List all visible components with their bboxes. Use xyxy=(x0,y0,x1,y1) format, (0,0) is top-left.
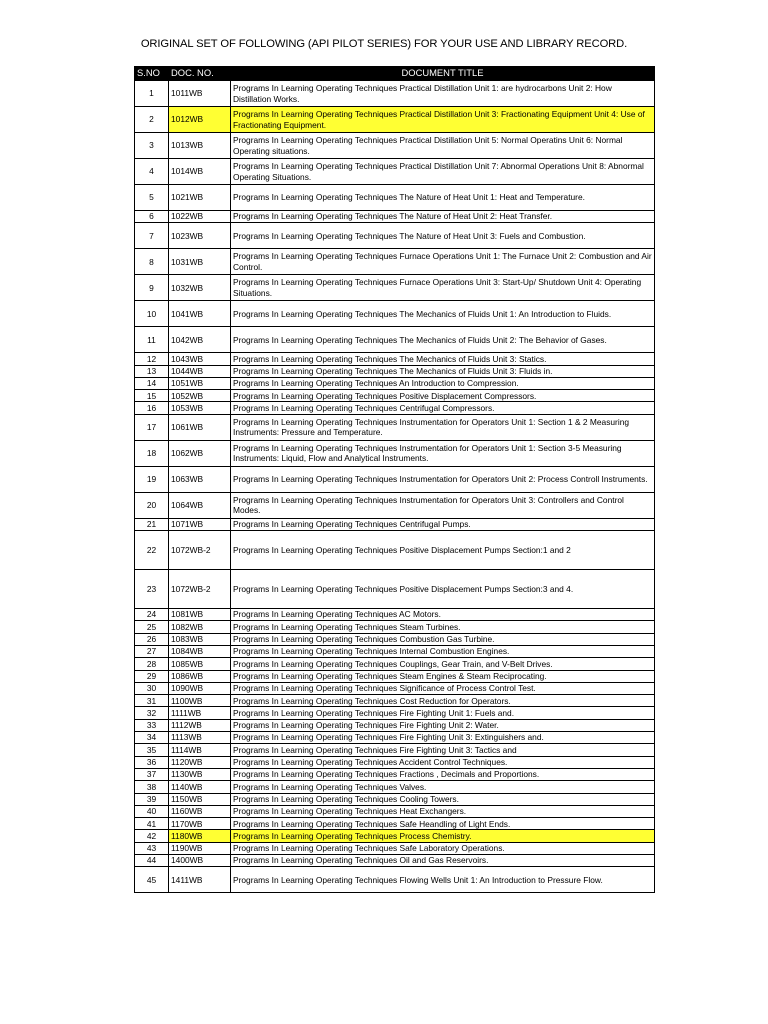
doc-no-cell: 1100WB xyxy=(169,695,231,707)
table-row xyxy=(135,211,655,223)
sno-cell: 24 xyxy=(135,609,169,621)
document-title-cell: Programs In Learning Operating Techniques Positive Displacement Pumps Section:3 and 4. xyxy=(231,570,655,609)
doc-no-cell: 1190WB xyxy=(169,842,231,854)
document-title-cell: Programs In Learning Operating Techniques Practical Distillation Unit 7: Abnormal Operations Unit 8: Abnormal Operating Situations. xyxy=(231,159,655,185)
doc-no-cell: 1044WB xyxy=(169,365,231,377)
document-title-cell: Programs In Learning Operating Techniques Practical Distillation Unit 5: Normal Operatins Unit 6: Normal Operating situations. xyxy=(231,133,655,159)
table-row xyxy=(135,818,655,830)
sno-cell: 9 xyxy=(135,275,169,301)
column-header-sno: S.NO xyxy=(135,67,169,81)
doc-no-cell: 1130WB xyxy=(169,768,231,780)
doc-no-cell: 1085WB xyxy=(169,658,231,670)
sno-cell: 15 xyxy=(135,390,169,402)
table-row xyxy=(135,768,655,780)
doc-no-cell: 1120WB xyxy=(169,756,231,768)
document-title-cell: Programs In Learning Operating Techniques Combustion Gas Turbine. xyxy=(231,633,655,645)
sno-cell: 29 xyxy=(135,670,169,682)
doc-no-cell: 1042WB xyxy=(169,327,231,353)
column-header-document-title: DOCUMENT TITLE xyxy=(231,67,655,81)
document-title-cell: Programs In Learning Operating Techniques Steam Engines & Steam Reciprocating. xyxy=(231,670,655,682)
doc-no-cell: 1072WB-2 xyxy=(169,570,231,609)
document-title-cell: Programs In Learning Operating Techniques Accident Control Techniques. xyxy=(231,756,655,768)
document-title-cell: Programs In Learning Operating Techniques Process Chemistry. xyxy=(231,830,655,842)
sno-cell: 31 xyxy=(135,695,169,707)
document-title-cell: Programs In Learning Operating Techniques Safe Laboratory Operations. xyxy=(231,842,655,854)
table-row xyxy=(135,365,655,377)
table-row xyxy=(135,842,655,854)
sno-cell: 16 xyxy=(135,402,169,414)
table-body xyxy=(135,81,655,893)
sno-cell: 37 xyxy=(135,768,169,780)
doc-no-cell: 1084WB xyxy=(169,645,231,657)
table-row xyxy=(135,249,655,275)
doc-no-cell: 1062WB xyxy=(169,440,231,466)
doc-no-cell: 1082WB xyxy=(169,621,231,633)
table-row xyxy=(135,81,655,107)
doc-no-cell: 1041WB xyxy=(169,301,231,327)
document-title-cell: Programs In Learning Operating Techniques Furnace Operations Unit 1: The Furnace Unit 2: Combustion and Air Control. xyxy=(231,249,655,275)
sno-cell: 18 xyxy=(135,440,169,466)
table-row xyxy=(135,531,655,570)
document-table xyxy=(134,66,655,893)
doc-no-cell: 1140WB xyxy=(169,781,231,793)
doc-no-cell: 1011WB xyxy=(169,81,231,107)
table-row xyxy=(135,609,655,621)
document-title-cell: Programs In Learning Operating Techniques The Mechanics of Fluids Unit 3: Statics. xyxy=(231,353,655,365)
table-row xyxy=(135,645,655,657)
table-row xyxy=(135,830,655,842)
table-row xyxy=(135,682,655,694)
sno-cell: 3 xyxy=(135,133,169,159)
document-title-cell: Programs In Learning Operating Techniques Cooling Towers. xyxy=(231,793,655,805)
document-title-cell: Programs In Learning Operating Techniques Safe Heandling of Light Ends. xyxy=(231,818,655,830)
sno-cell: 30 xyxy=(135,682,169,694)
document-title-cell: Programs In Learning Operating Techniques Heat Exchangers. xyxy=(231,805,655,817)
document-title-cell: Programs In Learning Operating Techniques Oil and Gas Reservoirs. xyxy=(231,855,655,867)
sno-cell: 45 xyxy=(135,867,169,893)
sno-cell: 39 xyxy=(135,793,169,805)
document-title-cell: Programs In Learning Operating Techniques Instrumentation for Operators Unit 2: Process Controll Instruments. xyxy=(231,466,655,492)
document-title-cell: Programs In Learning Operating Techniques The Nature of Heat Unit 2: Heat Transfer. xyxy=(231,211,655,223)
document-title-cell: Programs In Learning Operating Techniques The Mechanics of Fluids Unit 1: An Introduction to Fluids. xyxy=(231,301,655,327)
sno-cell: 14 xyxy=(135,377,169,389)
document-title-cell: Programs In Learning Operating Techniques Instrumentation for Operators Unit 3: Controllers and Control Modes. xyxy=(231,492,655,518)
doc-no-cell: 1064WB xyxy=(169,492,231,518)
document-title-cell: Programs In Learning Operating Techniques Instrumentation for Operators Unit 1: Section 1 & 2 Measuring Instruments: Pressure and Temperature. xyxy=(231,414,655,440)
sno-cell: 19 xyxy=(135,466,169,492)
doc-no-cell: 1411WB xyxy=(169,867,231,893)
table-row xyxy=(135,658,655,670)
doc-no-cell: 1052WB xyxy=(169,390,231,402)
document-title-cell: Programs In Learning Operating Techniques Centrifugal Pumps. xyxy=(231,518,655,530)
doc-no-cell: 1022WB xyxy=(169,211,231,223)
table-row xyxy=(135,159,655,185)
document-title-cell: Programs In Learning Operating Techniques Fire Fighting Unit 1: Fuels and. xyxy=(231,707,655,719)
document-title-cell: Programs In Learning Operating Techniques Centrifugal Compressors. xyxy=(231,402,655,414)
table-row xyxy=(135,695,655,707)
doc-no-cell: 1063WB xyxy=(169,466,231,492)
table-row xyxy=(135,492,655,518)
doc-no-cell: 1071WB xyxy=(169,518,231,530)
document-title-cell: Programs In Learning Operating Techniques Practical Distillation Unit 1: are hydrocarbons Unit 2: How Distillation Works. xyxy=(231,81,655,107)
sno-cell: 10 xyxy=(135,301,169,327)
table-row xyxy=(135,353,655,365)
table-row xyxy=(135,633,655,645)
sno-cell: 13 xyxy=(135,365,169,377)
doc-no-cell: 1180WB xyxy=(169,830,231,842)
table-row xyxy=(135,781,655,793)
table-row xyxy=(135,756,655,768)
doc-no-cell: 1086WB xyxy=(169,670,231,682)
sno-cell: 2 xyxy=(135,107,169,133)
table-row xyxy=(135,440,655,466)
column-header-doc-no: DOC. NO. xyxy=(169,67,231,81)
sno-cell: 44 xyxy=(135,855,169,867)
table-row xyxy=(135,732,655,744)
table-row xyxy=(135,855,655,867)
sno-cell: 1 xyxy=(135,81,169,107)
sno-cell: 4 xyxy=(135,159,169,185)
sno-cell: 36 xyxy=(135,756,169,768)
document-title-cell: Programs In Learning Operating Techniques Cost Reduction for Operators. xyxy=(231,695,655,707)
table-row xyxy=(135,390,655,402)
sno-cell: 33 xyxy=(135,719,169,731)
doc-no-cell: 1400WB xyxy=(169,855,231,867)
doc-no-cell: 1023WB xyxy=(169,223,231,249)
document-title-cell: Programs In Learning Operating Techniques Flowing Wells Unit 1: An Introduction to Pressure Flow. xyxy=(231,867,655,893)
doc-no-cell: 1013WB xyxy=(169,133,231,159)
document-title-cell: Programs In Learning Operating Techniques Fire Fighting Unit 3: Extinguishers and. xyxy=(231,732,655,744)
table-row xyxy=(135,518,655,530)
document-title-cell: Programs In Learning Operating Techniques Positive Displacement Pumps Section:1 and 2 xyxy=(231,531,655,570)
table-row xyxy=(135,223,655,249)
doc-no-cell: 1160WB xyxy=(169,805,231,817)
sno-cell: 35 xyxy=(135,744,169,756)
doc-no-cell: 1051WB xyxy=(169,377,231,389)
doc-no-cell: 1090WB xyxy=(169,682,231,694)
document-title-cell: Programs In Learning Operating Techniques The Nature of Heat Unit 3: Fuels and Combustion. xyxy=(231,223,655,249)
sno-cell: 22 xyxy=(135,531,169,570)
table-row xyxy=(135,414,655,440)
document-title-cell: Programs In Learning Operating Techniques Instrumentation for Operators Unit 1: Section 3-5 Measuring Instruments: Liquid, Flow and Analytical Instruments. xyxy=(231,440,655,466)
table-row xyxy=(135,570,655,609)
doc-no-cell: 1021WB xyxy=(169,185,231,211)
document-title-cell: Programs In Learning Operating Techniques The Nature of Heat Unit 1: Heat and Temperature. xyxy=(231,185,655,211)
doc-no-cell: 1014WB xyxy=(169,159,231,185)
doc-no-cell: 1114WB xyxy=(169,744,231,756)
table-row xyxy=(135,133,655,159)
table-header-row xyxy=(135,67,655,81)
document-title-cell: Programs In Learning Operating Techniques Fire Fighting Unit 3: Tactics and xyxy=(231,744,655,756)
sno-cell: 28 xyxy=(135,658,169,670)
table-row xyxy=(135,107,655,133)
sno-cell: 26 xyxy=(135,633,169,645)
table-row xyxy=(135,301,655,327)
sno-cell: 6 xyxy=(135,211,169,223)
document-title-cell: Programs In Learning Operating Techniques The Mechanics of Fluids Unit 3: Fluids in. xyxy=(231,365,655,377)
document-title-cell: Programs In Learning Operating Techniques Fractions , Decimals and Proportions. xyxy=(231,768,655,780)
doc-no-cell: 1012WB xyxy=(169,107,231,133)
doc-no-cell: 1072WB-2 xyxy=(169,531,231,570)
sno-cell: 43 xyxy=(135,842,169,854)
table-row xyxy=(135,621,655,633)
doc-no-cell: 1081WB xyxy=(169,609,231,621)
doc-no-cell: 1112WB xyxy=(169,719,231,731)
sno-cell: 7 xyxy=(135,223,169,249)
doc-no-cell: 1043WB xyxy=(169,353,231,365)
sno-cell: 11 xyxy=(135,327,169,353)
sno-cell: 20 xyxy=(135,492,169,518)
document-title-cell: Programs In Learning Operating Techniques Furnace Operations Unit 3: Start-Up/ Shutdown Unit 4: Operating Situations. xyxy=(231,275,655,301)
document-title-cell: Programs In Learning Operating Techniques Fire Fighting Unit 2: Water. xyxy=(231,719,655,731)
table-row xyxy=(135,719,655,731)
doc-no-cell: 1061WB xyxy=(169,414,231,440)
doc-no-cell: 1170WB xyxy=(169,818,231,830)
table-row xyxy=(135,466,655,492)
table-row xyxy=(135,744,655,756)
page-title: ORIGINAL SET OF FOLLOWING (API PILOT SERIES) FOR YOUR USE AND LIBRARY RECORD. xyxy=(140,38,628,50)
table-row xyxy=(135,805,655,817)
doc-no-cell: 1031WB xyxy=(169,249,231,275)
doc-no-cell: 1113WB xyxy=(169,732,231,744)
sno-cell: 42 xyxy=(135,830,169,842)
sno-cell: 12 xyxy=(135,353,169,365)
sno-cell: 27 xyxy=(135,645,169,657)
table-row xyxy=(135,707,655,719)
doc-no-cell: 1032WB xyxy=(169,275,231,301)
sno-cell: 17 xyxy=(135,414,169,440)
document-title-cell: Programs In Learning Operating Techniques Valves. xyxy=(231,781,655,793)
table-row xyxy=(135,793,655,805)
table-row xyxy=(135,867,655,893)
doc-no-cell: 1053WB xyxy=(169,402,231,414)
sno-cell: 8 xyxy=(135,249,169,275)
table-row xyxy=(135,670,655,682)
sno-cell: 34 xyxy=(135,732,169,744)
sno-cell: 38 xyxy=(135,781,169,793)
sno-cell: 40 xyxy=(135,805,169,817)
doc-no-cell: 1150WB xyxy=(169,793,231,805)
sno-cell: 23 xyxy=(135,570,169,609)
sno-cell: 21 xyxy=(135,518,169,530)
document-title-cell: Programs In Learning Operating Techniques Internal Combustion Engines. xyxy=(231,645,655,657)
doc-no-cell: 1111WB xyxy=(169,707,231,719)
doc-no-cell: 1083WB xyxy=(169,633,231,645)
sno-cell: 41 xyxy=(135,818,169,830)
table-row xyxy=(135,377,655,389)
table-row xyxy=(135,275,655,301)
document-title-cell: Programs In Learning Operating Techniques An Introduction to Compression. xyxy=(231,377,655,389)
document-title-cell: Programs In Learning Operating Techniques Steam Turbines. xyxy=(231,621,655,633)
document-title-cell: Programs In Learning Operating Techniques Significance of Process Control Test. xyxy=(231,682,655,694)
document-title-cell: Programs In Learning Operating Techniques Couplings, Gear Train, and V-Belt Drives. xyxy=(231,658,655,670)
sno-cell: 32 xyxy=(135,707,169,719)
sno-cell: 25 xyxy=(135,621,169,633)
document-title-cell: Programs In Learning Operating Techniques The Mechanics of Fluids Unit 2: The Behavior of Gases. xyxy=(231,327,655,353)
document-title-cell: Programs In Learning Operating Techniques Practical Distillation Unit 3: Fractionating Equipment Unit 4: Use of Fractionating Equipment. xyxy=(231,107,655,133)
table-row xyxy=(135,327,655,353)
table-row xyxy=(135,402,655,414)
sno-cell: 5 xyxy=(135,185,169,211)
document-title-cell: Programs In Learning Operating Techniques AC Motors. xyxy=(231,609,655,621)
table-row xyxy=(135,185,655,211)
document-title-cell: Programs In Learning Operating Techniques Positive Displacement Compressors. xyxy=(231,390,655,402)
